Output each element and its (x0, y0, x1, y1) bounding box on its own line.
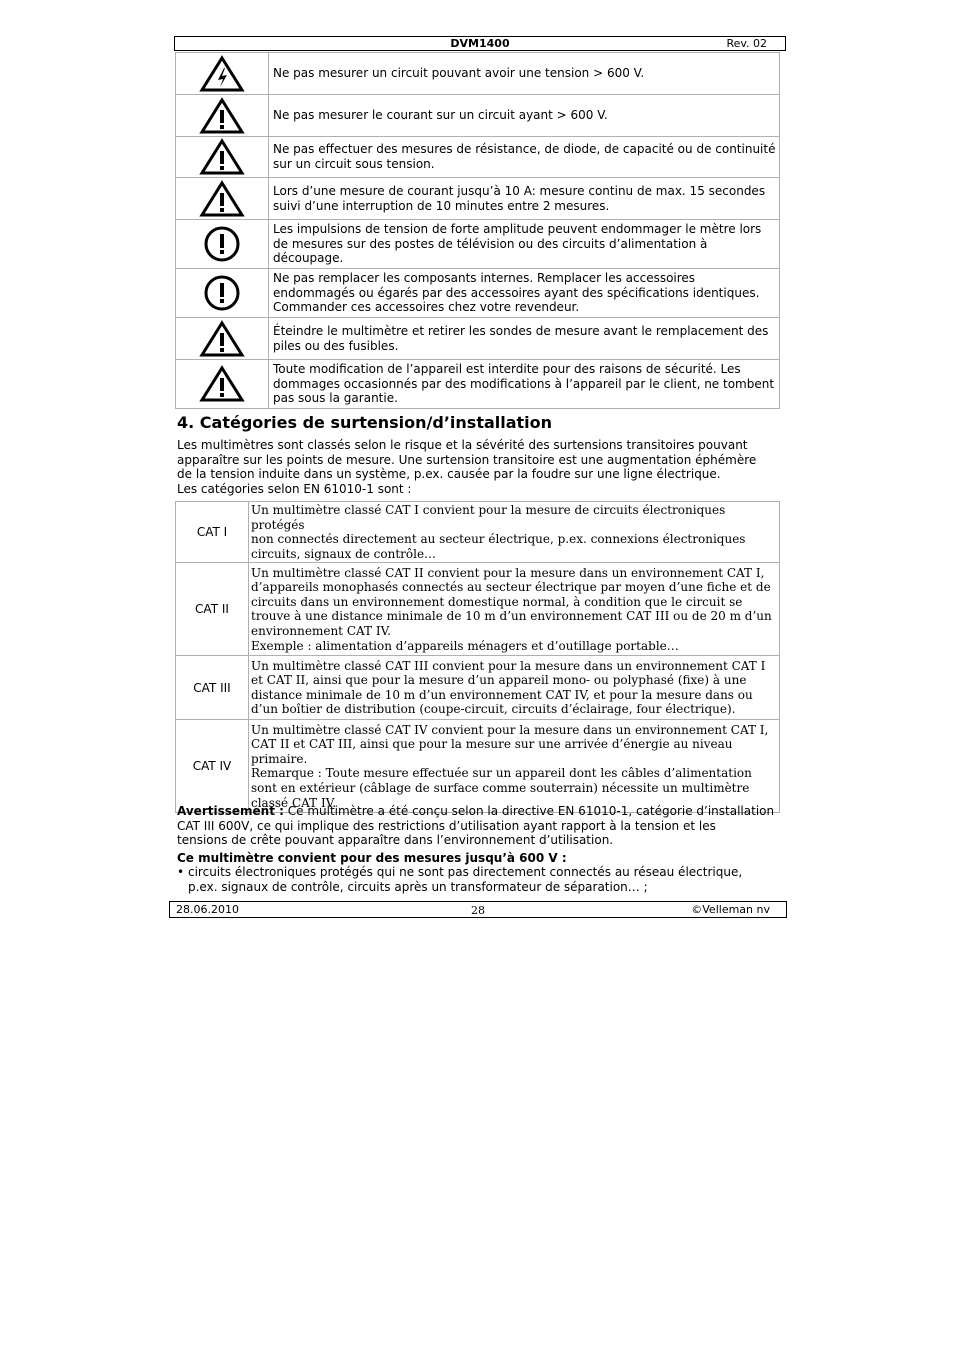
category-row (176, 563, 780, 656)
warning-row (176, 53, 780, 95)
footer-copyright: ©Velleman nv (691, 903, 770, 916)
intro-line: de la tension induite dans un système, p.ex. causée par la foudre sur une ligne électrique. (177, 467, 721, 482)
description-line: primaire. (251, 751, 308, 766)
description-line: distance minimale de 10 m d’un environnement CAT IV, et pour la mesure dans ou (251, 687, 753, 702)
description-line: Remarque : Toute mesure effectuée sur un appareil dont les câbles d’alimentation (251, 766, 752, 781)
warning-row (176, 137, 780, 178)
intro-line: Les catégories selon EN 61010-1 sont : (177, 481, 412, 496)
warning-row (176, 360, 780, 409)
description-line: et CAT II, ainsi que pour la mesure d’un appareil mono- ou polyphasé (fixe) à une (251, 673, 747, 688)
description-line: Un multimètre classé CAT II convient pour la mesure dans un environnement CAT I, (251, 565, 765, 580)
page-footer (169, 901, 787, 918)
warning-label: Avertissement : (177, 804, 284, 818)
section-title: 4. Catégories de surtension/d’installation (177, 413, 553, 432)
description-line: non connectés directement au secteur électrique, p.ex. connexions électroniques (251, 532, 746, 547)
exclamation-triangle-icon (176, 178, 269, 220)
description-line: classé CAT IV. (251, 795, 337, 810)
categories-table (175, 501, 780, 813)
warning-text: CAT III 600V, ce qui implique des restrictions d’utilisation ayant rapport à la tension et les (177, 818, 716, 833)
description-line: circuits, signaux de contrôle… (251, 546, 437, 561)
warning-text: Lors d’une mesure de courant jusqu’à 10 A: mesure continu de max. 15 secondes suivi d’une interruption de 10 minutes entre 2 mesures. (269, 178, 780, 220)
warning-text: tensions de crête pouvant apparaître dans l’environnement d’utilisation. (177, 833, 614, 848)
category-description (249, 502, 780, 563)
description-line: d’appareils monophasés connectés au secteur électrique par moyen d’une fiche et de (251, 580, 771, 595)
description-line: trouve à une distance minimale de 10 m d’un environnement CAT III ou de 20 m d’un (251, 609, 772, 624)
category-label: CAT I (176, 502, 249, 563)
category-description (249, 656, 780, 720)
intro-line: Les multimètres sont classés selon le risque et la sévérité des surtensions transitoires pouvant (177, 438, 748, 452)
category-row (176, 656, 780, 720)
list-item-text: p.ex. signaux de contrôle, circuits après un transformateur de séparation… ; (188, 879, 648, 894)
bullet-icon: • (177, 865, 185, 879)
section-intro (177, 438, 777, 496)
warning-row (176, 178, 780, 220)
warning-text: Éteindre le multimètre et retirer les sondes de mesure avant le remplacement des piles ou des fusibles. (269, 318, 780, 360)
model-name: DVM1400 (450, 37, 510, 50)
description-line: Exemple : alimentation d’appareils ménagers et d’outillage portable… (251, 638, 679, 653)
category-description (249, 720, 780, 813)
warning-text: Ce multimètre a été conçu selon la directive EN 61010-1, catégorie d’installation (283, 804, 775, 818)
category-label: CAT III (176, 656, 249, 720)
exclamation-triangle-icon (176, 137, 269, 178)
description-line: circuits dans un environnement domestique normal, à condition que le circuit se (251, 594, 743, 609)
warning-row (176, 269, 780, 318)
warning-text: Ne pas mesurer un circuit pouvant avoir une tension > 600 V. (269, 53, 780, 95)
description-line: sont en extérieur (câblage de surface comme souterrain) nécessite un multimètre (251, 780, 750, 795)
exclamation-triangle-icon (176, 318, 269, 360)
list-item-text: circuits électroniques protégés qui ne sont pas directement connectés au réseau électrique, (188, 865, 743, 879)
exclamation-circle-icon (176, 220, 269, 269)
warning-row (176, 220, 780, 269)
safety-warnings-table (175, 52, 780, 409)
warning-text: Ne pas remplacer les composants internes. Remplacer les accessoires endommagés ou égarés par des accessoires ayant des spécifications identiques. Commander ces accessoires chez votre revendeur. (269, 269, 780, 318)
description-line: CAT II et CAT III, ainsi que pour la mesure sur une arrivée d’énergie au niveau (251, 737, 733, 752)
category-label: CAT IV (176, 720, 249, 813)
suitability-title: Ce multimètre convient pour des mesures jusqu’à 600 V : (177, 851, 567, 865)
category-row (176, 720, 780, 813)
page-header (174, 36, 786, 51)
description-line: Un multimètre classé CAT I convient pour la mesure de circuits électroniques protégés (251, 503, 726, 532)
exclamation-triangle-icon (176, 95, 269, 137)
suitability-list-item (177, 865, 780, 894)
warning-row (176, 318, 780, 360)
warning-text: Les impulsions de tension de forte amplitude peuvent endommager le mètre lors de mesures sur des postes de télévision ou des circuits d’alimentation à découpage. (269, 220, 780, 269)
category-label: CAT II (176, 563, 249, 656)
warning-text: Toute modification de l’appareil est interdite pour des raisons de sécurité. Les dommages occasionnés par des modifications à l’appareil par le client, ne tombent pas sous la garantie. (269, 360, 780, 409)
revision: Rev. 02 (726, 37, 767, 50)
page-number: 28 (471, 904, 485, 917)
description-line: Un multimètre classé CAT IV convient pour la mesure dans un environnement CAT I, (251, 722, 769, 737)
exclamation-circle-icon (176, 269, 269, 318)
exclamation-triangle-icon (176, 360, 269, 409)
warning-row (176, 95, 780, 137)
warning-text: Ne pas effectuer des mesures de résistance, de diode, de capacité ou de continuité sur un circuit sous tension. (269, 137, 780, 178)
description-line: d’un boîtier de distribution (coupe-circuit, circuits d’éclairage, four électrique). (251, 702, 736, 717)
category-description (249, 563, 780, 656)
footer-date: 28.06.2010 (176, 903, 239, 916)
warning-text: Ne pas mesurer le courant sur un circuit ayant > 600 V. (269, 95, 780, 137)
warning-note (177, 804, 780, 848)
category-row (176, 502, 780, 563)
description-line: Un multimètre classé CAT III convient pour la mesure dans un environnement CAT I (251, 658, 766, 673)
high-voltage-warning-icon (176, 53, 269, 95)
description-line: environnement CAT IV. (251, 623, 391, 638)
intro-line: apparaître sur les points de mesure. Une surtension transitoire est une augmentation éphémère (177, 452, 757, 467)
